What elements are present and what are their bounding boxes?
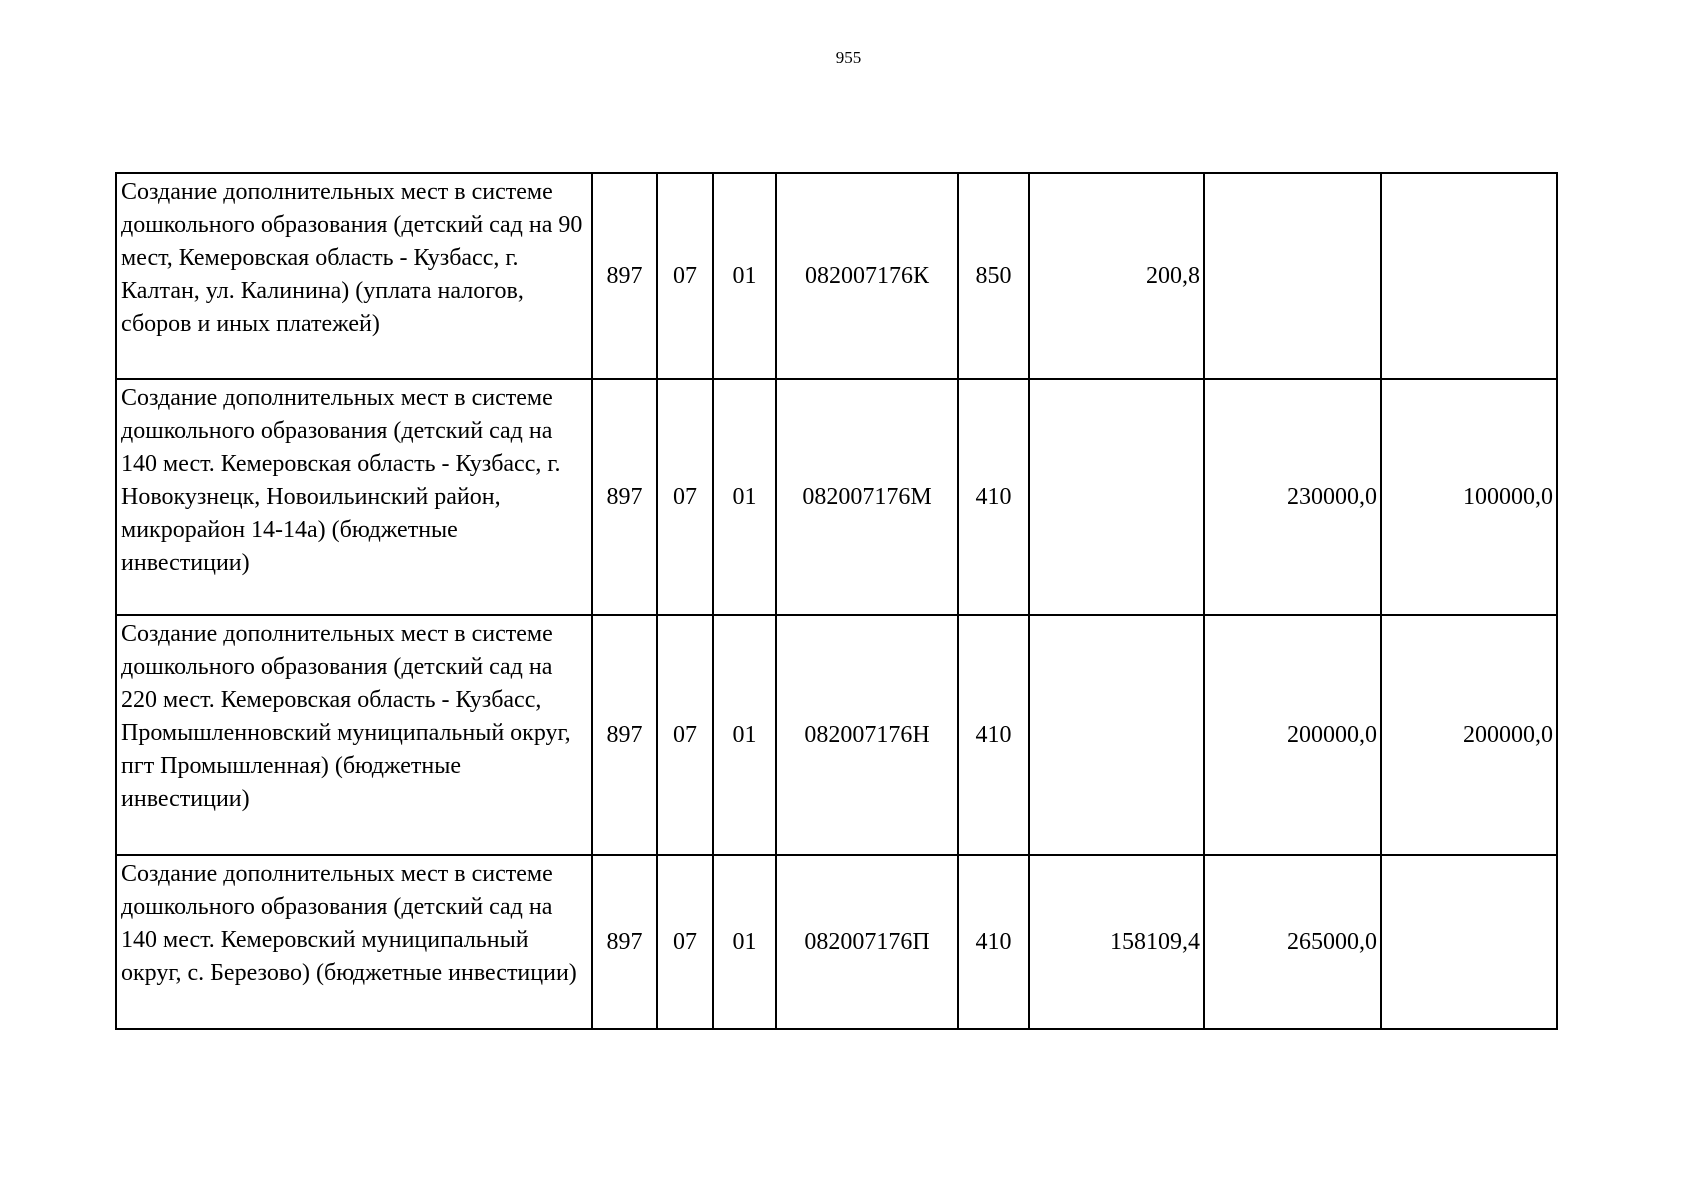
subsection-code-cell: 01: [713, 855, 776, 1029]
amount-2-cell: 230000,0: [1204, 379, 1381, 615]
amount-2-cell: 265000,0: [1204, 855, 1381, 1029]
amount-3-cell: [1381, 855, 1557, 1029]
ministry-code-cell: 897: [592, 173, 657, 379]
amount-1-cell: [1029, 379, 1204, 615]
amount-3-cell: 100000,0: [1381, 379, 1557, 615]
page-number: 955: [835, 48, 862, 67]
description-cell: Создание дополнительных мест в системе дошкольного образования (детский сад на 140 мест. Кемеровская область - Кузбасс, г. Новокузнецк, Новоильинский район, микрорайон 14-14а) (бюджетные инвестиции): [116, 379, 592, 615]
amount-1-cell: 158109,4: [1029, 855, 1204, 1029]
section-code-cell: 07: [657, 855, 713, 1029]
amount-2-cell: 200000,0: [1204, 615, 1381, 855]
target-article-cell: 082007176К: [776, 173, 958, 379]
description-cell: Создание дополнительных мест в системе дошкольного образования (детский сад на 90 мест, Кемеровская область - Кузбасс, г. Калтан, ул. Калинина) (уплата налогов, сборов и иных платежей): [116, 173, 592, 379]
section-code-cell: 07: [657, 379, 713, 615]
subsection-code-cell: 01: [713, 173, 776, 379]
table-row: [116, 855, 1557, 1029]
amount-3-cell: 200000,0: [1381, 615, 1557, 855]
section-code-cell: 07: [657, 173, 713, 379]
budget-table: [115, 172, 1558, 1030]
table-row: [116, 173, 1557, 379]
expense-type-cell: 410: [958, 615, 1029, 855]
subsection-code-cell: 01: [713, 615, 776, 855]
expense-type-cell: 410: [958, 855, 1029, 1029]
target-article-cell: 082007176М: [776, 379, 958, 615]
ministry-code-cell: 897: [592, 855, 657, 1029]
table-row: [116, 379, 1557, 615]
table-row: [116, 615, 1557, 855]
amount-2-cell: [1204, 173, 1381, 379]
target-article-cell: 082007176П: [776, 855, 958, 1029]
description-cell: Создание дополнительных мест в системе дошкольного образования (детский сад на 140 мест. Кемеровский муниципальный округ, с. Березово) (бюджетные инвестиции): [116, 855, 592, 1029]
description-cell: Создание дополнительных мест в системе дошкольного образования (детский сад на 220 мест. Кемеровская область - Кузбасс, Промышленновский муниципальный округ, пгт Промышленная) (бюджетные инвестиции): [116, 615, 592, 855]
expense-type-cell: 850: [958, 173, 1029, 379]
expense-type-cell: 410: [958, 379, 1029, 615]
subsection-code-cell: 01: [713, 379, 776, 615]
target-article-cell: 082007176Н: [776, 615, 958, 855]
amount-1-cell: 200,8: [1029, 173, 1204, 379]
amount-1-cell: [1029, 615, 1204, 855]
section-code-cell: 07: [657, 615, 713, 855]
amount-3-cell: [1381, 173, 1557, 379]
ministry-code-cell: 897: [592, 379, 657, 615]
ministry-code-cell: 897: [592, 615, 657, 855]
